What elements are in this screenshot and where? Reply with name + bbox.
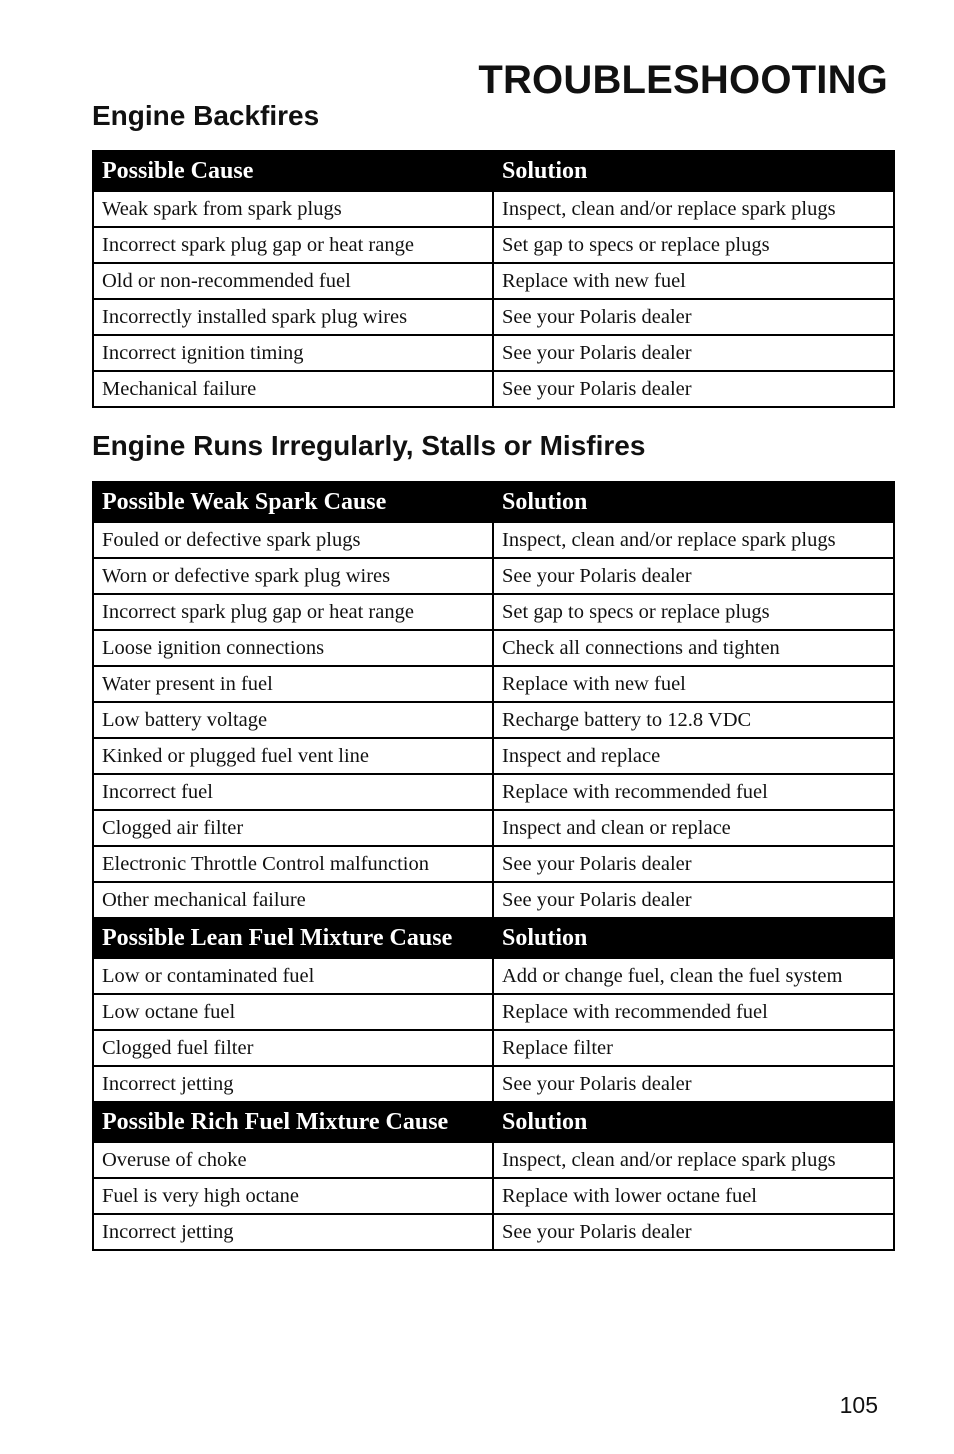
cause-cell: Clogged fuel filter	[93, 1030, 493, 1066]
table-row	[93, 1178, 894, 1214]
table-header-row-lean-fuel	[93, 918, 894, 958]
cause-cell: Clogged air filter	[93, 810, 493, 846]
header-solution: Solution	[493, 151, 894, 191]
solution-cell: Replace with new fuel	[493, 666, 894, 702]
table-row	[93, 882, 894, 918]
cause-cell: Incorrect fuel	[93, 774, 493, 810]
header-solution: Solution	[493, 482, 894, 522]
cause-cell: Low or contaminated fuel	[93, 958, 493, 994]
solution-cell: Inspect and replace	[493, 738, 894, 774]
solution-cell: See your Polaris dealer	[493, 1214, 894, 1250]
solution-cell: Replace with recommended fuel	[493, 774, 894, 810]
cause-cell: Incorrect spark plug gap or heat range	[93, 594, 493, 630]
header-cause: Possible Cause	[93, 151, 493, 191]
solution-cell: Inspect and clean or replace	[493, 810, 894, 846]
table-row	[93, 191, 894, 227]
solution-cell: See your Polaris dealer	[493, 1066, 894, 1102]
table-row	[93, 1214, 894, 1250]
engine-backfires-table	[92, 150, 895, 408]
table-row	[93, 994, 894, 1030]
table-row	[93, 299, 894, 335]
cause-cell: Loose ignition connections	[93, 630, 493, 666]
solution-cell: Inspect, clean and/or replace spark plugs	[493, 1142, 894, 1178]
solution-cell: Replace filter	[493, 1030, 894, 1066]
solution-cell: Inspect, clean and/or replace spark plugs	[493, 191, 894, 227]
solution-cell: Set gap to specs or replace plugs	[493, 594, 894, 630]
cause-cell: Low battery voltage	[93, 702, 493, 738]
table-row	[93, 263, 894, 299]
page-title: TROUBLESHOOTING	[478, 58, 888, 102]
solution-cell: See your Polaris dealer	[493, 335, 894, 371]
cause-cell: Water present in fuel	[93, 666, 493, 702]
cause-cell: Weak spark from spark plugs	[93, 191, 493, 227]
table-row	[93, 702, 894, 738]
header-cause: Possible Lean Fuel Mixture Cause	[93, 918, 493, 958]
solution-cell: Replace with recommended fuel	[493, 994, 894, 1030]
solution-cell: Set gap to specs or replace plugs	[493, 227, 894, 263]
page-number: 105	[839, 1392, 878, 1418]
engine-runs-irregularly-table	[92, 481, 895, 1251]
table-row	[93, 846, 894, 882]
table-row	[93, 227, 894, 263]
cause-cell: Incorrect jetting	[93, 1214, 493, 1250]
section-title-engine-backfires: Engine Backfires	[92, 100, 320, 131]
solution-cell: Recharge battery to 12.8 VDC	[493, 702, 894, 738]
cause-cell: Incorrect ignition timing	[93, 335, 493, 371]
table-row	[93, 1142, 894, 1178]
cause-cell: Other mechanical failure	[93, 882, 493, 918]
header-solution: Solution	[493, 918, 894, 958]
cause-cell: Overuse of choke	[93, 1142, 493, 1178]
cause-cell: Incorrectly installed spark plug wires	[93, 299, 493, 335]
table-row	[93, 522, 894, 558]
table-header-row	[93, 151, 894, 191]
cause-cell: Incorrect spark plug gap or heat range	[93, 227, 493, 263]
table-row	[93, 738, 894, 774]
table-row	[93, 335, 894, 371]
cause-cell: Fuel is very high octane	[93, 1178, 493, 1214]
cause-cell: Electronic Throttle Control malfunction	[93, 846, 493, 882]
header-solution: Solution	[493, 1102, 894, 1142]
solution-cell: See your Polaris dealer	[493, 846, 894, 882]
cause-cell: Low octane fuel	[93, 994, 493, 1030]
cause-cell: Kinked or plugged fuel vent line	[93, 738, 493, 774]
cause-cell: Worn or defective spark plug wires	[93, 558, 493, 594]
table-row	[93, 958, 894, 994]
cause-cell: Fouled or defective spark plugs	[93, 522, 493, 558]
table-row	[93, 666, 894, 702]
table-row	[93, 594, 894, 630]
table-header-row-weak-spark	[93, 482, 894, 522]
solution-cell: See your Polaris dealer	[493, 371, 894, 407]
table-row	[93, 371, 894, 407]
solution-cell: Replace with lower octane fuel	[493, 1178, 894, 1214]
table-row	[93, 810, 894, 846]
solution-cell: Add or change fuel, clean the fuel system	[493, 958, 894, 994]
section-title-engine-runs-irregularly: Engine Runs Irregularly, Stalls or Misfires	[92, 430, 646, 461]
solution-cell: Inspect, clean and/or replace spark plugs	[493, 522, 894, 558]
solution-cell: Check all connections and tighten	[493, 630, 894, 666]
solution-cell: Replace with new fuel	[493, 263, 894, 299]
table-row	[93, 1030, 894, 1066]
header-cause: Possible Rich Fuel Mixture Cause	[93, 1102, 493, 1142]
table-row	[93, 630, 894, 666]
cause-cell: Incorrect jetting	[93, 1066, 493, 1102]
solution-cell: See your Polaris dealer	[493, 558, 894, 594]
table-row	[93, 774, 894, 810]
header-cause: Possible Weak Spark Cause	[93, 482, 493, 522]
cause-cell: Mechanical failure	[93, 371, 493, 407]
table-row	[93, 1066, 894, 1102]
solution-cell: See your Polaris dealer	[493, 882, 894, 918]
cause-cell: Old or non-recommended fuel	[93, 263, 493, 299]
table-header-row-rich-fuel	[93, 1102, 894, 1142]
solution-cell: See your Polaris dealer	[493, 299, 894, 335]
table-row	[93, 558, 894, 594]
